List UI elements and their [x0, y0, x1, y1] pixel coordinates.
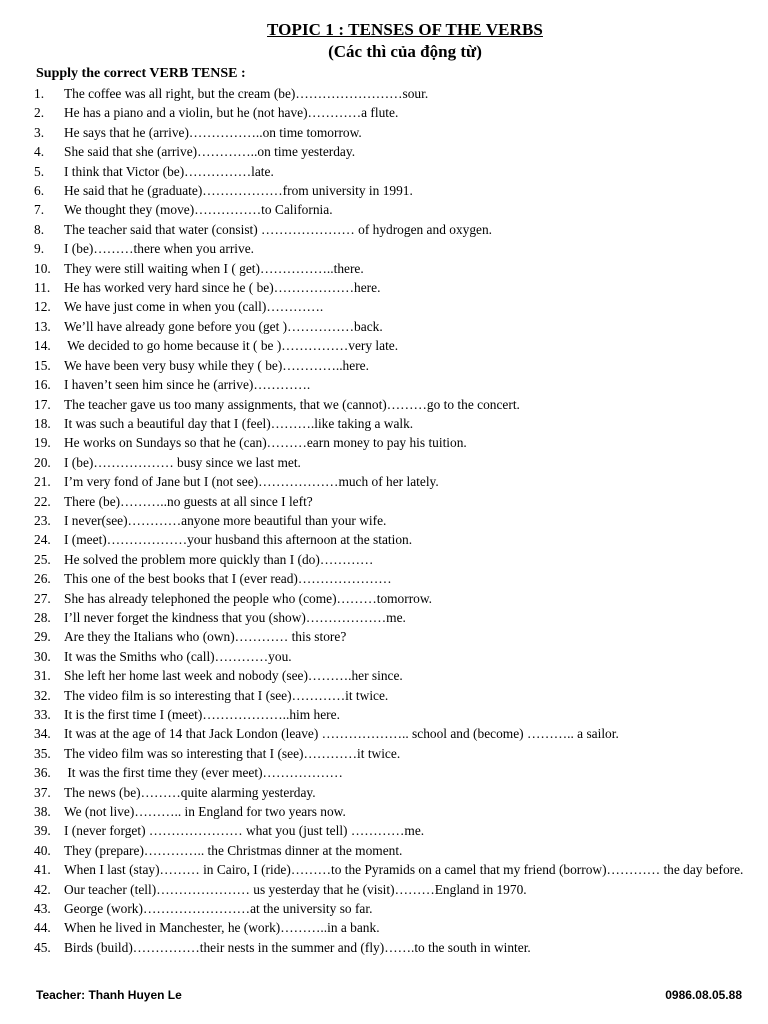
- exercise-item: [34, 492, 762, 511]
- exercise-text: Our teacher (tell)………………… us yesterday that he (visit)………England in 1970.: [64, 881, 527, 897]
- exercise-text: I’m very fond of Jane but I (not see)………………much of her lately.: [64, 474, 439, 490]
- exercise-item: [34, 666, 762, 685]
- exercise-number: 26.: [34, 571, 51, 587]
- exercise-number: 38.: [34, 804, 51, 820]
- exercise-item: [34, 472, 762, 491]
- exercise-item: [34, 200, 762, 219]
- exercise-text: It is the first time I (meet)………………..him here.: [64, 707, 340, 722]
- teacher-phone: 0986.08.05.88: [665, 988, 742, 1002]
- exercise-text: It was at the age of 14 that Jack London (leave) ……………….. school and (become) ……….. a sailor.: [64, 726, 619, 742]
- exercise-item: [34, 297, 762, 316]
- exercise-item: [34, 336, 762, 355]
- exercise-text: He said that he (graduate)………………from university in 1991.: [64, 183, 413, 199]
- exercise-number: 37.: [34, 784, 51, 800]
- exercise-item: [34, 414, 762, 433]
- exercise-item: [34, 375, 762, 394]
- exercise-item: [34, 84, 762, 103]
- exercise-number: 27.: [34, 590, 51, 606]
- exercise-number: 11.: [34, 280, 51, 296]
- exercise-number: 43.: [34, 901, 51, 917]
- exercise-number: 32.: [34, 687, 51, 703]
- exercise-number: 30.: [34, 648, 51, 664]
- exercise-item: [34, 356, 762, 375]
- exercise-item: [34, 744, 762, 763]
- exercise-text: The coffee was all right, but the cream (be)……………………sour.: [64, 86, 429, 101]
- exercise-text: They (prepare)………….. the Christmas dinner at the moment.: [64, 842, 403, 858]
- exercise-number: 23.: [34, 512, 51, 528]
- exercise-number: 22.: [34, 493, 51, 509]
- exercise-item: [34, 783, 762, 802]
- exercise-number: 42.: [34, 881, 51, 897]
- exercise-text: We’ll have already gone before you (get )……………back.: [64, 318, 383, 334]
- exercise-text: I (be)……………… busy since we last met.: [64, 454, 301, 470]
- exercise-item: [34, 259, 762, 278]
- exercise-number: 6.: [34, 183, 45, 199]
- exercise-item: [34, 860, 762, 879]
- exercise-number: 14.: [34, 338, 51, 354]
- page-title: TOPIC 1 : TENSES OF THE VERBS: [267, 20, 543, 39]
- exercise-number: 13.: [34, 318, 51, 334]
- exercise-number: 10.: [34, 260, 51, 276]
- exercise-number: 16.: [34, 377, 51, 393]
- exercise-text: He has worked very hard since he ( be)………………here.: [64, 280, 381, 296]
- exercise-number: 8.: [34, 221, 45, 237]
- exercise-number: 29.: [34, 629, 51, 645]
- teacher-name: Teacher: Thanh Huyen Le: [36, 988, 182, 1002]
- exercise-item: [34, 569, 762, 588]
- exercise-number: 36.: [34, 765, 51, 781]
- exercise-item: [34, 627, 762, 646]
- exercise-item: [34, 647, 762, 666]
- exercise-text: I (never forget) ………………… what you (just tell) …………me.: [64, 823, 425, 839]
- exercise-list: [34, 84, 762, 957]
- exercise-text: The video film was so interesting that I (see)…………it twice.: [64, 745, 401, 761]
- exercise-item: [34, 821, 762, 840]
- exercise-text: He has a piano and a violin, but he (not have)…………a flute.: [64, 105, 399, 121]
- exercise-number: 24.: [34, 532, 51, 548]
- exercise-number: 35.: [34, 745, 51, 761]
- exercise-number: 19.: [34, 435, 51, 451]
- exercise-item: [34, 686, 762, 705]
- exercise-number: 15.: [34, 357, 51, 373]
- exercise-number: 28.: [34, 609, 51, 625]
- exercise-instruction: Supply the correct VERB TENSE :: [36, 66, 246, 81]
- exercise-item: [34, 103, 762, 122]
- exercise-item: [34, 395, 762, 414]
- exercise-number: 39.: [34, 823, 51, 839]
- exercise-item: [34, 880, 762, 899]
- exercise-number: 31.: [34, 668, 51, 684]
- exercise-item: [34, 763, 762, 782]
- exercise-text: We have just come in when you (call)………….: [64, 299, 324, 315]
- exercise-item: [34, 317, 762, 336]
- exercise-item: [34, 239, 762, 258]
- exercise-item: [34, 162, 762, 181]
- exercise-number: 21.: [34, 474, 51, 490]
- exercise-number: 44.: [34, 920, 51, 936]
- exercise-text: I’ll never forget the kindness that you (show)………………me.: [64, 609, 406, 625]
- exercise-number: 7.: [34, 202, 45, 218]
- exercise-number: 25.: [34, 551, 51, 567]
- exercise-number: 33.: [34, 707, 51, 722]
- exercise-text: It was the first time they (ever meet)………………: [64, 765, 343, 781]
- exercise-text: We have been very busy while they ( be)…………..here.: [64, 357, 369, 373]
- exercise-item: [34, 530, 762, 549]
- exercise-number: 17.: [34, 396, 51, 412]
- exercise-number: 4.: [34, 144, 45, 160]
- exercise-text: We decided to go home because it ( be )……………very late.: [64, 338, 399, 354]
- exercise-item: [34, 278, 762, 297]
- exercise-item: [34, 142, 762, 161]
- exercise-number: 2.: [34, 105, 45, 121]
- exercise-text: I (be)………there when you arrive.: [64, 241, 254, 257]
- exercise-text: The teacher said that water (consist) ………………… of hydrogen and oxygen.: [64, 221, 493, 237]
- exercise-item: [34, 724, 762, 743]
- exercise-item: [34, 181, 762, 200]
- exercise-number: 20.: [34, 454, 51, 470]
- exercise-number: 9.: [34, 241, 45, 257]
- exercise-number: 34.: [34, 726, 51, 742]
- exercise-item: [34, 802, 762, 821]
- exercise-text: The news (be)………quite alarming yesterday.: [64, 784, 316, 800]
- exercise-item: [34, 841, 762, 860]
- exercise-item: [34, 608, 762, 627]
- exercise-text: He works on Sundays so that he (can)………earn money to pay his tuition.: [64, 435, 467, 451]
- exercise-item: [34, 453, 762, 472]
- exercise-number: 5.: [34, 163, 45, 179]
- exercise-item: [34, 433, 762, 452]
- exercise-text: Birds (build)……………their nests in the summer and (fly)…….to the south in winter.: [64, 939, 531, 955]
- exercise-number: 12.: [34, 299, 51, 315]
- exercise-number: 1.: [34, 86, 45, 101]
- exercise-text: I haven’t seen him since he (arrive)………….: [64, 377, 311, 393]
- exercise-text: We thought they (move)……………to California.: [64, 202, 333, 218]
- exercise-item: [34, 123, 762, 142]
- exercise-number: 18.: [34, 415, 51, 431]
- exercise-text: He says that he (arrive)……………..on time tomorrow.: [64, 124, 362, 140]
- exercise-number: 40.: [34, 842, 51, 858]
- exercise-text: They were still waiting when I ( get)……………..there.: [64, 260, 364, 276]
- exercise-number: 3.: [34, 124, 45, 140]
- exercise-item: [34, 550, 762, 569]
- exercise-text: I (meet)………………your husband this afternoon at the station.: [64, 532, 413, 548]
- exercise-text: When he lived in Manchester, he (work)………..in a bank.: [64, 920, 380, 936]
- page-subtitle: (Các thì của động từ): [328, 42, 482, 61]
- exercise-item: [34, 899, 762, 918]
- exercise-item: [34, 511, 762, 530]
- exercise-text: I think that Victor (be)……………late.: [64, 163, 274, 179]
- exercise-text: The video film is so interesting that I (see)…………it twice.: [64, 687, 389, 703]
- exercise-text: George (work)……………………at the university so far.: [64, 901, 373, 917]
- exercise-text: This one of the best books that I (ever read)…………………: [64, 571, 392, 587]
- exercise-item: [34, 918, 762, 937]
- exercise-number: 45.: [34, 939, 51, 955]
- exercise-text: When I last (stay)……… in Cairo, I (ride)………to the Pyramids on a camel that my friend (borrow)………… the day before.: [64, 862, 744, 878]
- exercise-text: It was the Smiths who (call)…………you.: [64, 648, 292, 664]
- exercise-item: [34, 220, 762, 239]
- exercise-item: [34, 705, 762, 724]
- exercise-item: [34, 938, 762, 957]
- exercise-text: He solved the problem more quickly than I (do)…………: [64, 551, 374, 567]
- exercise-text: She left her home last week and nobody (see)……….her since.: [64, 668, 403, 684]
- exercise-text: She said that she (arrive)…………..on time yesterday.: [64, 144, 356, 160]
- exercise-text: I never(see)…………anyone more beautiful than your wife.: [64, 512, 387, 528]
- exercise-text: She has already telephoned the people who (come)………tomorrow.: [64, 590, 433, 606]
- exercise-number: 41.: [34, 862, 51, 878]
- exercise-text: The teacher gave us too many assignments, that we (cannot)………go to the concert.: [64, 396, 520, 412]
- exercise-text: Are they the Italians who (own)………… this store?: [64, 629, 347, 645]
- exercise-text: We (not live)……….. in England for two years now.: [64, 804, 346, 820]
- exercise-text: There (be)………..no guests at all since I left?: [64, 493, 313, 509]
- exercise-text: It was such a beautiful day that I (feel)……….like taking a walk.: [64, 415, 414, 431]
- exercise-item: [34, 589, 762, 608]
